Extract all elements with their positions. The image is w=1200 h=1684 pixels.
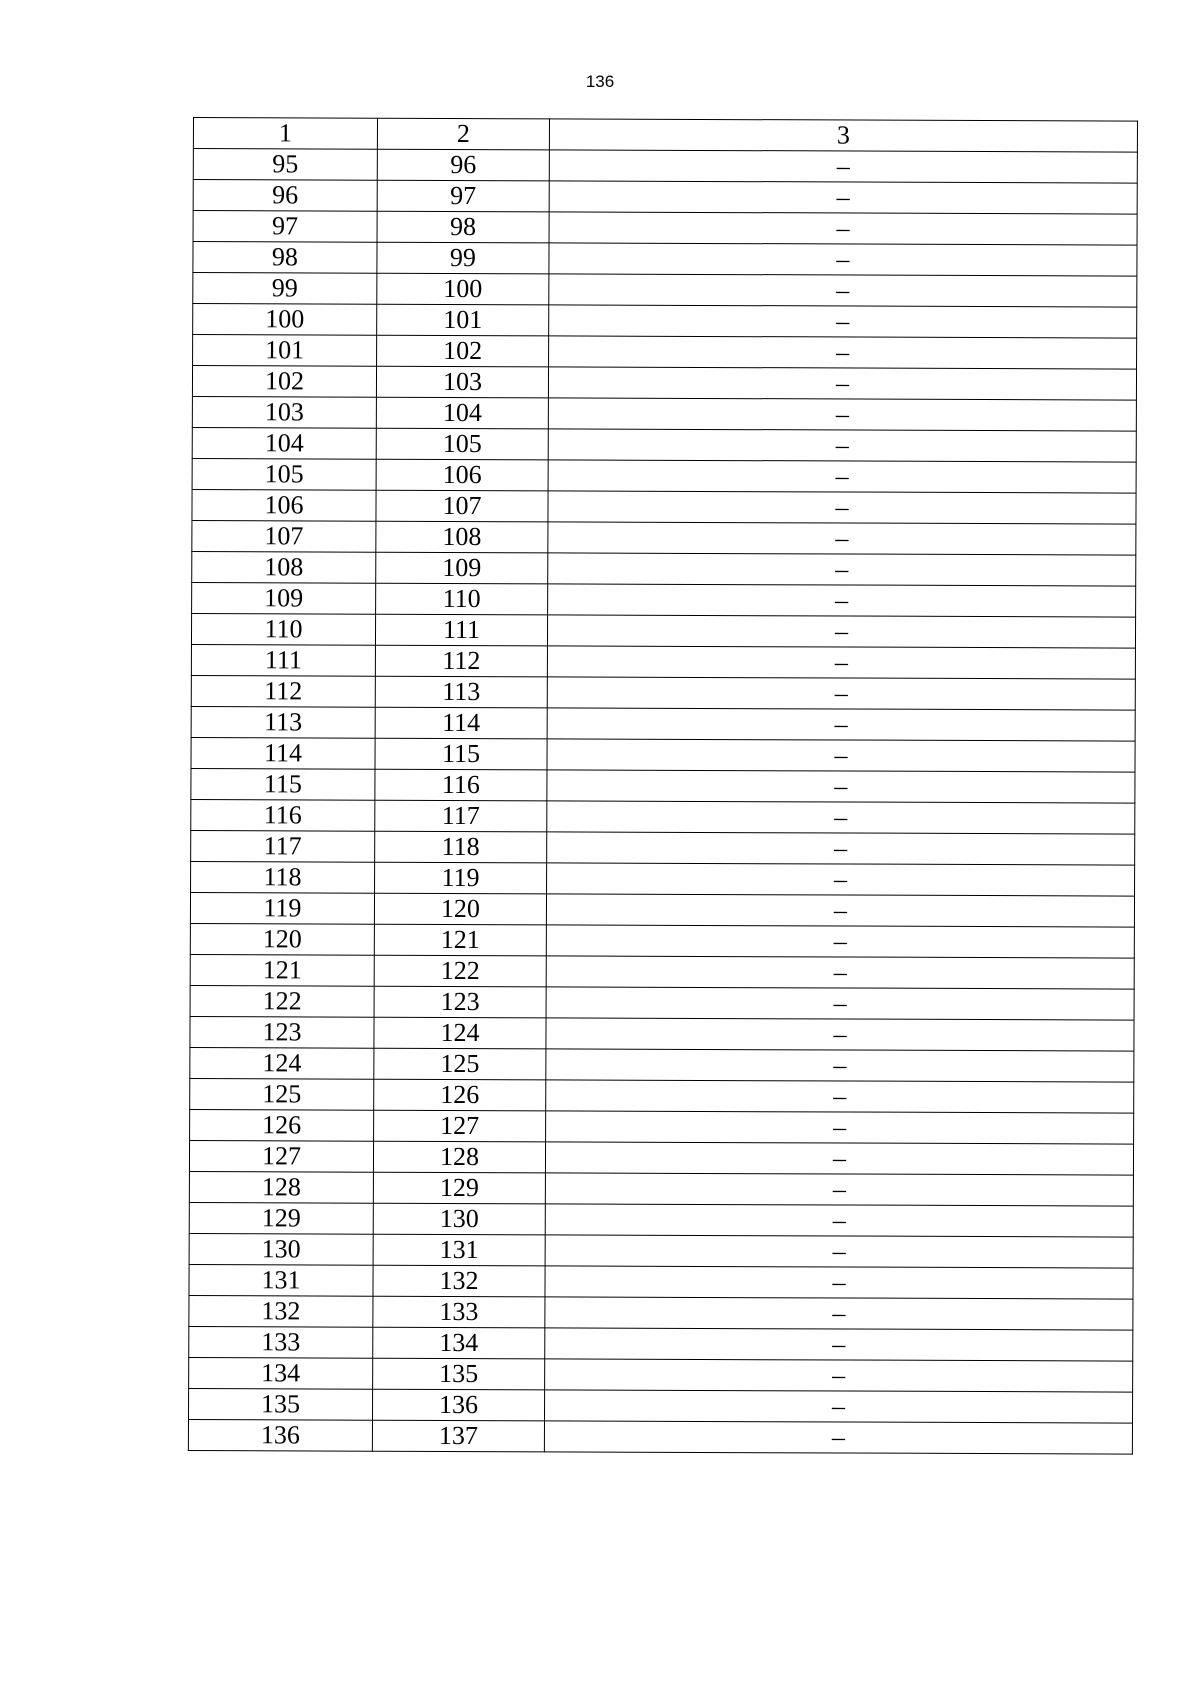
page-number: 136 bbox=[585, 72, 615, 91]
table-cell-col-1: 135 bbox=[188, 1388, 372, 1420]
table-body bbox=[188, 149, 1137, 1455]
table-row bbox=[192, 366, 1136, 401]
table-cell-col-1: 122 bbox=[190, 985, 374, 1017]
table-row bbox=[189, 1326, 1133, 1361]
table-cell-col-1: 121 bbox=[190, 954, 374, 986]
table-cell-col-2: 118 bbox=[375, 831, 547, 863]
table-cell-col-3: – bbox=[545, 1297, 1133, 1330]
table-cell-col-2: 113 bbox=[375, 676, 547, 708]
table-cell-col-3: – bbox=[548, 522, 1136, 555]
table-row bbox=[190, 923, 1134, 958]
table-cell-col-3: – bbox=[547, 646, 1135, 679]
table-cell-col-1: 107 bbox=[192, 520, 376, 552]
table-cell-col-3: – bbox=[548, 460, 1136, 493]
table-row bbox=[193, 242, 1137, 277]
table-row bbox=[191, 830, 1135, 865]
table-cell-col-2: 103 bbox=[376, 366, 548, 398]
table-row bbox=[189, 1357, 1133, 1392]
table-row bbox=[191, 768, 1135, 803]
table-cell-col-2: 136 bbox=[372, 1389, 544, 1421]
table-cell-col-1: 109 bbox=[192, 582, 376, 614]
table-cell-col-1: 127 bbox=[189, 1140, 373, 1172]
column-header-1: 1 bbox=[193, 118, 377, 150]
table-row bbox=[188, 1419, 1132, 1454]
table-cell-col-3: – bbox=[549, 150, 1137, 183]
table-cell-col-2: 109 bbox=[376, 552, 548, 584]
table-cell-col-3: – bbox=[547, 801, 1135, 834]
table-row bbox=[191, 613, 1135, 648]
table-cell-col-1: 108 bbox=[192, 551, 376, 583]
table-row bbox=[191, 737, 1135, 772]
table-row bbox=[193, 304, 1137, 339]
table-cell-col-1: 111 bbox=[191, 644, 375, 676]
table-cell-col-1: 99 bbox=[193, 273, 377, 305]
table-cell-col-3: – bbox=[546, 1080, 1134, 1113]
table-cell-col-3: – bbox=[549, 305, 1137, 338]
table-row bbox=[189, 1171, 1133, 1206]
table-cell-col-2: 98 bbox=[377, 211, 549, 243]
table-row bbox=[193, 273, 1137, 308]
table-cell-col-2: 120 bbox=[374, 893, 546, 925]
table-row bbox=[189, 1295, 1133, 1330]
table-cell-col-3: – bbox=[545, 1266, 1133, 1299]
table-cell-col-2: 111 bbox=[375, 614, 547, 646]
table-cell-col-2: 122 bbox=[374, 955, 546, 987]
table-cell-col-2: 121 bbox=[374, 924, 546, 956]
table-row bbox=[190, 985, 1134, 1020]
table-cell-col-3: – bbox=[547, 863, 1135, 896]
table-cell-col-1: 117 bbox=[191, 830, 375, 862]
table-cell-col-3: – bbox=[547, 708, 1135, 741]
table-cell-col-3: – bbox=[547, 832, 1135, 865]
table-row bbox=[192, 520, 1136, 555]
table-cell-col-3: – bbox=[548, 429, 1136, 462]
table-cell-col-1: 131 bbox=[189, 1264, 373, 1296]
table-cell-col-3: – bbox=[548, 398, 1136, 431]
table-cell-col-1: 112 bbox=[191, 675, 375, 707]
table-cell-col-2: 127 bbox=[374, 1110, 546, 1142]
table-cell-col-3: – bbox=[549, 274, 1137, 307]
table-row bbox=[190, 1109, 1134, 1144]
table-cell-col-1: 116 bbox=[191, 799, 375, 831]
table-cell-col-1: 110 bbox=[191, 613, 375, 645]
table-cell-col-1: 97 bbox=[193, 211, 377, 243]
table-cell-col-1: 104 bbox=[192, 427, 376, 459]
table-cell-col-1: 126 bbox=[190, 1109, 374, 1141]
table-cell-col-3: – bbox=[546, 956, 1134, 989]
table-row bbox=[192, 582, 1136, 617]
table-cell-col-1: 125 bbox=[190, 1078, 374, 1110]
table-cell-col-1: 115 bbox=[191, 768, 375, 800]
table-cell-col-2: 104 bbox=[376, 397, 548, 429]
table-row bbox=[192, 489, 1136, 524]
table-cell-col-1: 136 bbox=[188, 1419, 372, 1451]
table-cell-col-3: – bbox=[547, 770, 1135, 803]
table-row bbox=[191, 644, 1135, 679]
table-cell-col-1: 102 bbox=[192, 366, 376, 398]
table-cell-col-3: – bbox=[546, 1049, 1134, 1082]
table-cell-col-1: 124 bbox=[190, 1047, 374, 1079]
table-cell-col-2: 131 bbox=[373, 1234, 545, 1266]
table-row bbox=[192, 427, 1136, 462]
table-cell-col-1: 134 bbox=[189, 1357, 373, 1389]
table-cell-col-2: 100 bbox=[377, 273, 549, 305]
table-cell-col-2: 135 bbox=[373, 1358, 545, 1390]
table-row bbox=[192, 551, 1136, 586]
table-row bbox=[193, 180, 1137, 215]
table-cell-col-3: – bbox=[549, 212, 1137, 245]
table-cell-col-2: 117 bbox=[375, 800, 547, 832]
table-cell-col-2: 108 bbox=[376, 521, 548, 553]
table-cell-col-2: 119 bbox=[375, 862, 547, 894]
table-cell-col-1: 105 bbox=[192, 458, 376, 490]
table-row bbox=[193, 149, 1137, 184]
table-cell-col-2: 134 bbox=[373, 1327, 545, 1359]
table-row bbox=[191, 861, 1135, 896]
table-cell-col-2: 130 bbox=[373, 1203, 545, 1235]
table-cell-col-3: – bbox=[545, 1142, 1133, 1175]
table-row bbox=[191, 675, 1135, 710]
table-row bbox=[190, 954, 1134, 989]
table-cell-col-2: 105 bbox=[376, 428, 548, 460]
table-row bbox=[189, 1233, 1133, 1268]
table-row bbox=[191, 706, 1135, 741]
table-cell-col-1: 118 bbox=[191, 861, 375, 893]
table-row bbox=[189, 1202, 1133, 1237]
table-cell-col-3: – bbox=[549, 336, 1137, 369]
table-row bbox=[190, 892, 1134, 927]
table-cell-col-2: 107 bbox=[376, 490, 548, 522]
table-cell-col-3: – bbox=[548, 553, 1136, 586]
table-cell-col-1: 95 bbox=[193, 149, 377, 181]
table-cell-col-1: 98 bbox=[193, 242, 377, 274]
table-row bbox=[190, 1078, 1134, 1113]
table-cell-col-1: 130 bbox=[189, 1233, 373, 1265]
table-cell-col-3: – bbox=[545, 1328, 1133, 1361]
table-cell-col-2: 102 bbox=[377, 335, 549, 367]
table-cell-col-3: – bbox=[546, 1018, 1134, 1051]
table-cell-col-3: – bbox=[547, 615, 1135, 648]
table-cell-col-2: 123 bbox=[374, 986, 546, 1018]
table-cell-col-1: 119 bbox=[190, 892, 374, 924]
table-cell-col-3: – bbox=[545, 1235, 1133, 1268]
table-cell-col-2: 126 bbox=[374, 1079, 546, 1111]
table-cell-col-3: – bbox=[546, 925, 1134, 958]
table-cell-col-3: – bbox=[549, 181, 1137, 214]
table-cell-col-1: 120 bbox=[190, 923, 374, 955]
table-cell-col-2: 124 bbox=[374, 1017, 546, 1049]
table-cell-col-3: – bbox=[548, 584, 1136, 617]
table-cell-col-1: 100 bbox=[193, 304, 377, 336]
table-cell-col-3: – bbox=[548, 367, 1136, 400]
table-cell-col-3: – bbox=[549, 243, 1137, 276]
table-row bbox=[189, 1140, 1133, 1175]
table-cell-col-1: 96 bbox=[193, 180, 377, 212]
data-table bbox=[188, 117, 1138, 1455]
table-cell-col-3: – bbox=[546, 1111, 1134, 1144]
column-header-2: 2 bbox=[377, 118, 549, 150]
table-cell-col-3: – bbox=[544, 1421, 1132, 1454]
table-row bbox=[192, 458, 1136, 493]
table-cell-col-2: 125 bbox=[374, 1048, 546, 1080]
table-cell-col-2: 115 bbox=[375, 738, 547, 770]
table-cell-col-2: 132 bbox=[373, 1265, 545, 1297]
table-row bbox=[188, 1388, 1132, 1423]
table-row bbox=[193, 211, 1137, 246]
table-cell-col-2: 110 bbox=[376, 583, 548, 615]
table-row bbox=[190, 1016, 1134, 1051]
table-cell-col-2: 129 bbox=[373, 1172, 545, 1204]
table-cell-col-3: – bbox=[546, 987, 1134, 1020]
table-cell-col-2: 137 bbox=[372, 1420, 544, 1452]
table-cell-col-3: – bbox=[545, 1204, 1133, 1237]
table-header-row bbox=[193, 118, 1137, 153]
table-cell-col-2: 97 bbox=[377, 180, 549, 212]
table-cell-col-1: 128 bbox=[189, 1171, 373, 1203]
table-cell-col-2: 128 bbox=[373, 1141, 545, 1173]
table-cell-col-1: 106 bbox=[192, 489, 376, 521]
table-cell-col-2: 133 bbox=[373, 1296, 545, 1328]
table-row bbox=[190, 1047, 1134, 1082]
table-cell-col-3: – bbox=[545, 1359, 1133, 1392]
table-cell-col-1: 123 bbox=[190, 1016, 374, 1048]
column-header-3: 3 bbox=[549, 119, 1137, 152]
table-row bbox=[192, 396, 1136, 431]
table-row bbox=[189, 1264, 1133, 1299]
table-cell-col-3: – bbox=[545, 1173, 1133, 1206]
table-cell-col-3: – bbox=[546, 894, 1134, 927]
table-cell-col-1: 113 bbox=[191, 706, 375, 738]
table-cell-col-1: 101 bbox=[193, 335, 377, 367]
table-cell-col-2: 114 bbox=[375, 707, 547, 739]
table-cell-col-2: 101 bbox=[377, 304, 549, 336]
table-cell-col-3: – bbox=[544, 1390, 1132, 1423]
table-cell-col-1: 114 bbox=[191, 737, 375, 769]
table-cell-col-3: – bbox=[547, 677, 1135, 710]
table-cell-col-1: 133 bbox=[189, 1326, 373, 1358]
table-cell-col-3: – bbox=[548, 491, 1136, 524]
table-cell-col-2: 106 bbox=[376, 459, 548, 491]
table-row bbox=[191, 799, 1135, 834]
table-cell-col-2: 116 bbox=[375, 769, 547, 801]
table-cell-col-1: 129 bbox=[189, 1202, 373, 1234]
table-cell-col-2: 112 bbox=[375, 645, 547, 677]
table-cell-col-1: 103 bbox=[192, 396, 376, 428]
table-cell-col-3: – bbox=[547, 739, 1135, 772]
table-cell-col-1: 132 bbox=[189, 1295, 373, 1327]
table-row bbox=[193, 335, 1137, 370]
table-cell-col-2: 99 bbox=[377, 242, 549, 274]
table-cell-col-2: 96 bbox=[377, 149, 549, 181]
